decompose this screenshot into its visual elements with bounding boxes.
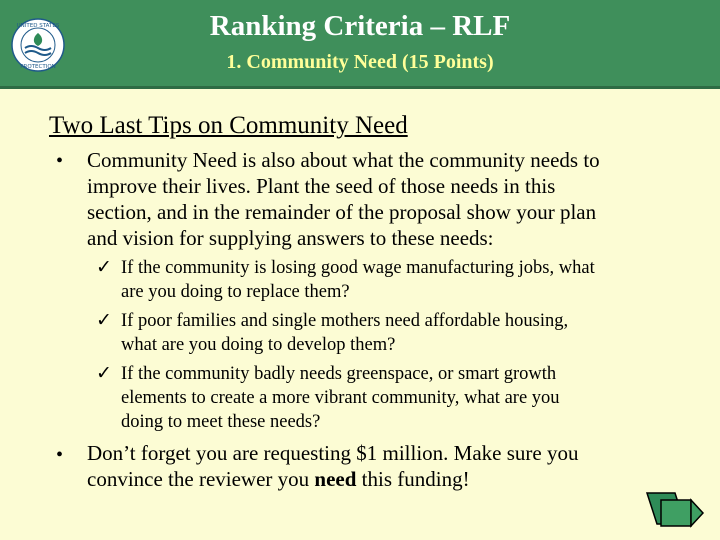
bullet-2-line-1: Don’t forget you are requesting $1 million. Make sure you bbox=[87, 441, 579, 465]
check-item-line: If the community is losing good wage manufacturing jobs, what bbox=[121, 258, 595, 278]
check-item-3 bbox=[121, 362, 560, 434]
slide-subtitle: 1. Community Need (15 Points) bbox=[226, 51, 494, 73]
title-bar-rule bbox=[0, 86, 720, 89]
bullet-1-line: section, and in the remainder of the proposal show your plan bbox=[87, 200, 597, 224]
bullet-marker-1: • bbox=[56, 150, 64, 172]
section-heading: Two Last Tips on Community Need bbox=[49, 112, 408, 139]
bullet-1-line: and vision for supplying answers to these needs: bbox=[87, 226, 494, 250]
bullet-2-text bbox=[87, 440, 578, 492]
bullet-1-line: Community Need is also about what the community needs to bbox=[87, 148, 600, 172]
next-slide-icon[interactable] bbox=[645, 490, 707, 530]
check-item-1 bbox=[121, 256, 595, 304]
check-item-line: If the community badly needs greenspace, or smart growth bbox=[121, 364, 557, 384]
bullet-2-emphasis: need bbox=[314, 467, 357, 491]
bullet-1-line: improve their lives. Plant the seed of those needs in this bbox=[87, 174, 556, 198]
check-item-line: are you doing to replace them? bbox=[121, 282, 350, 302]
bullet-2-text-before: convince the reviewer you bbox=[87, 467, 315, 491]
check-item-line: elements to create a more vibrant community, what are you bbox=[121, 388, 560, 408]
check-item-line: doing to meet these needs? bbox=[121, 412, 321, 432]
slide-title: Ranking Criteria – RLF bbox=[209, 10, 511, 42]
check-item-2 bbox=[121, 309, 568, 357]
check-marker-1: ✓ bbox=[96, 257, 112, 278]
check-marker-2: ✓ bbox=[96, 310, 112, 331]
bullet-1-text bbox=[87, 147, 600, 251]
bullet-2-line-2 bbox=[87, 466, 578, 492]
check-item-line: what are you doing to develop them? bbox=[121, 335, 396, 355]
bullet-marker-2: • bbox=[56, 444, 64, 466]
check-item-line: If poor families and single mothers need affordable housing, bbox=[121, 311, 569, 331]
bullet-2-text-after: this funding! bbox=[356, 467, 470, 491]
seal-text-bottom: PROTECTION bbox=[20, 64, 56, 70]
check-marker-3: ✓ bbox=[96, 363, 112, 384]
seal-text-top: UNITED STATES bbox=[16, 23, 60, 29]
